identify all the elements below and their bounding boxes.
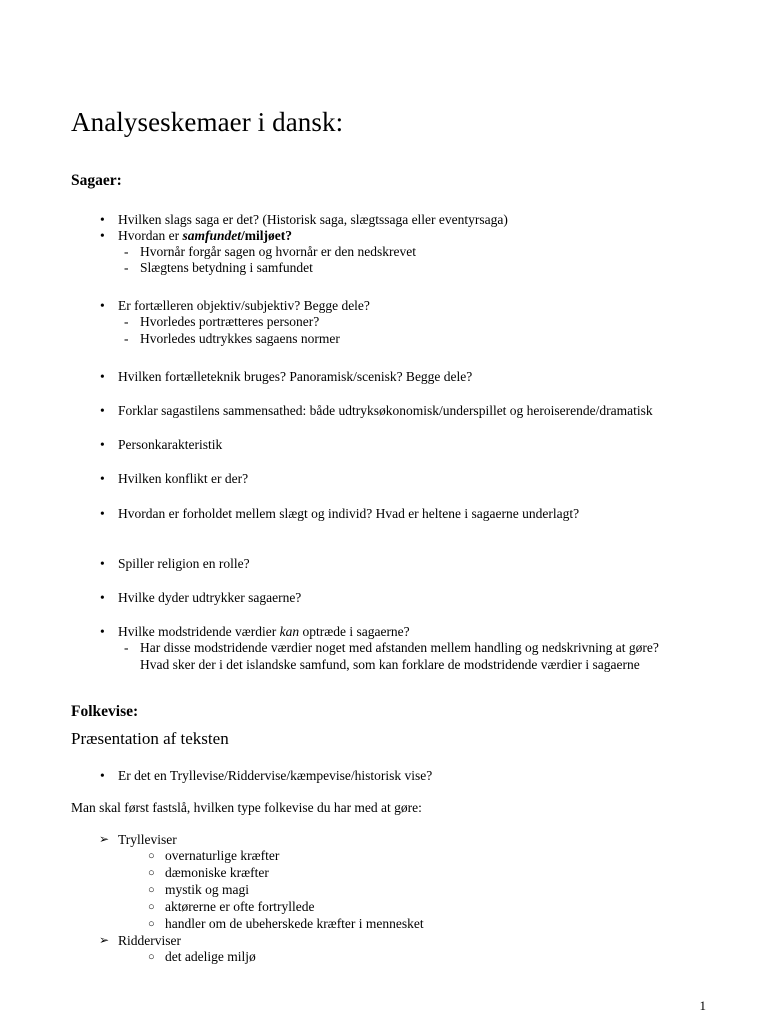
sagaer-sublist-2 bbox=[71, 314, 711, 346]
list-item bbox=[71, 916, 711, 933]
list-item-text: handler om de ubeherskede kræfter i mennesket bbox=[165, 915, 424, 931]
list-item-text: Forklar sagastilens sammensathed: både udtryksøkonomisk/underspillet og heroiserende/dramatisk bbox=[118, 403, 653, 418]
list-item-text: Hvilke dyder udtrykker sagaerne? bbox=[118, 589, 302, 605]
folkevise-intro: Man skal først fastslå, hvilken type folkevise du har med at gøre: bbox=[71, 800, 422, 816]
sagaer-list bbox=[71, 212, 711, 244]
dash-icon: - bbox=[124, 243, 129, 259]
list-item-text bbox=[118, 228, 292, 243]
list-item-text: dæmoniske kræfter bbox=[165, 865, 269, 881]
list-item bbox=[71, 369, 711, 385]
list-item-text-line1: Har disse modstridende værdier noget med afstanden mellem handling og nedskrivning at gøre? bbox=[140, 640, 659, 656]
dash-icon: - bbox=[124, 330, 129, 346]
trylleviser-traits bbox=[71, 848, 711, 932]
circle-bullet-icon: ○ bbox=[148, 884, 155, 897]
sagaer-list-cont-5 bbox=[71, 471, 711, 487]
list-item bbox=[71, 556, 711, 572]
sagaer-list-cont-9 bbox=[71, 624, 711, 640]
section-heading-folkevise: Folkevise: bbox=[71, 702, 139, 720]
list-item bbox=[71, 471, 711, 487]
list-item bbox=[71, 437, 711, 453]
text-prefix: Hvordan er bbox=[118, 227, 183, 243]
list-item bbox=[71, 848, 711, 865]
arrow-bullet-icon: ➢ bbox=[99, 832, 110, 847]
arrow-bullet-icon: ➢ bbox=[99, 932, 110, 947]
list-item bbox=[71, 244, 711, 260]
sagaer-list-cont-3 bbox=[71, 403, 711, 419]
list-item-text: Personkarakteristik bbox=[118, 437, 223, 453]
bullet-icon: • bbox=[100, 437, 105, 453]
bullet-icon: • bbox=[100, 227, 105, 243]
sagaer-list-cont-2 bbox=[71, 369, 711, 385]
list-item-text: aktørerne er ofte fortryllede bbox=[165, 898, 315, 914]
circle-bullet-icon: ○ bbox=[148, 867, 155, 880]
bullet-icon: • bbox=[100, 555, 105, 571]
bullet-icon: • bbox=[100, 298, 105, 314]
list-item bbox=[71, 624, 711, 640]
dash-icon: - bbox=[124, 314, 129, 330]
circle-bullet-icon: ○ bbox=[148, 900, 155, 913]
sagaer-list-cont-6 bbox=[71, 506, 711, 522]
section-heading-sagaer: Sagaer: bbox=[71, 171, 122, 189]
text-prefix: Hvilke modstridende værdier bbox=[118, 624, 280, 640]
emphasis-italic: kan bbox=[279, 624, 300, 640]
bullet-icon: • bbox=[100, 624, 105, 640]
list-item-text: overnaturlige kræfter bbox=[165, 848, 280, 864]
list-item-text: det adelige miljø bbox=[165, 948, 256, 964]
dash-icon: - bbox=[124, 640, 129, 656]
sagaer-list-cont-4 bbox=[71, 437, 711, 453]
list-item-text: Hvilken konflikt er der? bbox=[118, 471, 249, 487]
list-item bbox=[71, 590, 711, 606]
list-item bbox=[71, 768, 711, 784]
list-item-text: Hvorledes udtrykkes sagaens normer bbox=[140, 330, 340, 346]
ridderviser-traits bbox=[71, 949, 711, 966]
text-separator: / bbox=[241, 227, 245, 243]
circle-bullet-icon: ○ bbox=[148, 950, 155, 963]
list-item bbox=[71, 212, 711, 228]
list-item-text: mystik og magi bbox=[165, 882, 249, 898]
list-item bbox=[71, 949, 711, 966]
emphasis-bold: miljøet? bbox=[244, 227, 292, 243]
emphasis-bold-italic: samfundet bbox=[182, 227, 241, 243]
dash-icon: - bbox=[124, 260, 129, 276]
sagaer-list-cont bbox=[71, 298, 711, 314]
document-content bbox=[71, 0, 711, 966]
page-number: 1 bbox=[699, 998, 706, 1013]
list-item-text: Hvilken slags saga er det? (Historisk saga, slægtssaga eller eventyrsaga) bbox=[118, 211, 508, 227]
sagaer-sublist-1 bbox=[71, 244, 711, 276]
list-item-text: Slægtens betydning i samfundet bbox=[140, 260, 313, 276]
folkevise-subheading: Præsentation af teksten bbox=[71, 728, 229, 748]
list-item bbox=[71, 314, 711, 330]
list-item bbox=[71, 933, 711, 949]
list-item-text: Er det en Tryllevise/Riddervise/kæmpevise/historisk vise? bbox=[118, 768, 433, 784]
folkevise-type-ridderviser bbox=[71, 933, 711, 949]
text-suffix: optræde i sagaerne? bbox=[299, 624, 410, 640]
list-item-text-line2: Hvad sker der i det islandske samfund, som kan forklare de modstridende værdier i sagaerne bbox=[140, 656, 640, 672]
list-item-text: Hvilken fortælleteknik bruges? Panoramisk/scenisk? Begge dele? bbox=[118, 368, 473, 384]
bullet-icon: • bbox=[100, 403, 105, 418]
list-item bbox=[71, 899, 711, 916]
list-item bbox=[71, 260, 711, 276]
list-item-text: Hvornår forgår sagen og hvornår er den nedskrevet bbox=[140, 243, 417, 259]
bullet-icon: • bbox=[100, 211, 105, 227]
list-item-text: Hvorledes portrætteres personer? bbox=[140, 314, 320, 330]
list-item-text bbox=[118, 624, 410, 639]
circle-bullet-icon: ○ bbox=[148, 917, 155, 930]
sagaer-list-cont-7 bbox=[71, 556, 711, 572]
list-item bbox=[71, 298, 711, 314]
list-item-text: Er fortælleren objektiv/subjektiv? Begge dele? bbox=[118, 298, 370, 314]
list-item bbox=[71, 832, 711, 848]
list-item-text: Spiller religion en rolle? bbox=[118, 555, 250, 571]
list-item bbox=[71, 228, 711, 244]
bullet-icon: • bbox=[100, 768, 105, 784]
list-item-text: Hvordan er forholdet mellem slægt og individ? Hvad er heltene i sagaerne underlagt? bbox=[118, 505, 580, 521]
list-item bbox=[71, 403, 711, 419]
sagaer-list-cont-8 bbox=[71, 590, 711, 606]
page-title: Analyseskemaer i dansk: bbox=[71, 107, 344, 137]
bullet-icon: • bbox=[100, 471, 105, 487]
folkevise-list bbox=[71, 768, 711, 784]
list-item bbox=[71, 882, 711, 899]
list-item bbox=[71, 331, 711, 347]
sagaer-sublist-3 bbox=[71, 640, 711, 672]
bullet-icon: • bbox=[100, 589, 105, 605]
list-item bbox=[71, 640, 711, 672]
list-item-text: Ridderviser bbox=[118, 932, 181, 948]
list-item-text: Trylleviser bbox=[118, 832, 177, 848]
bullet-icon: • bbox=[100, 505, 105, 521]
list-item bbox=[71, 865, 711, 882]
folkevise-type-trylleviser bbox=[71, 832, 711, 848]
bullet-icon: • bbox=[100, 368, 105, 384]
list-item bbox=[71, 506, 711, 522]
circle-bullet-icon: ○ bbox=[148, 850, 155, 863]
